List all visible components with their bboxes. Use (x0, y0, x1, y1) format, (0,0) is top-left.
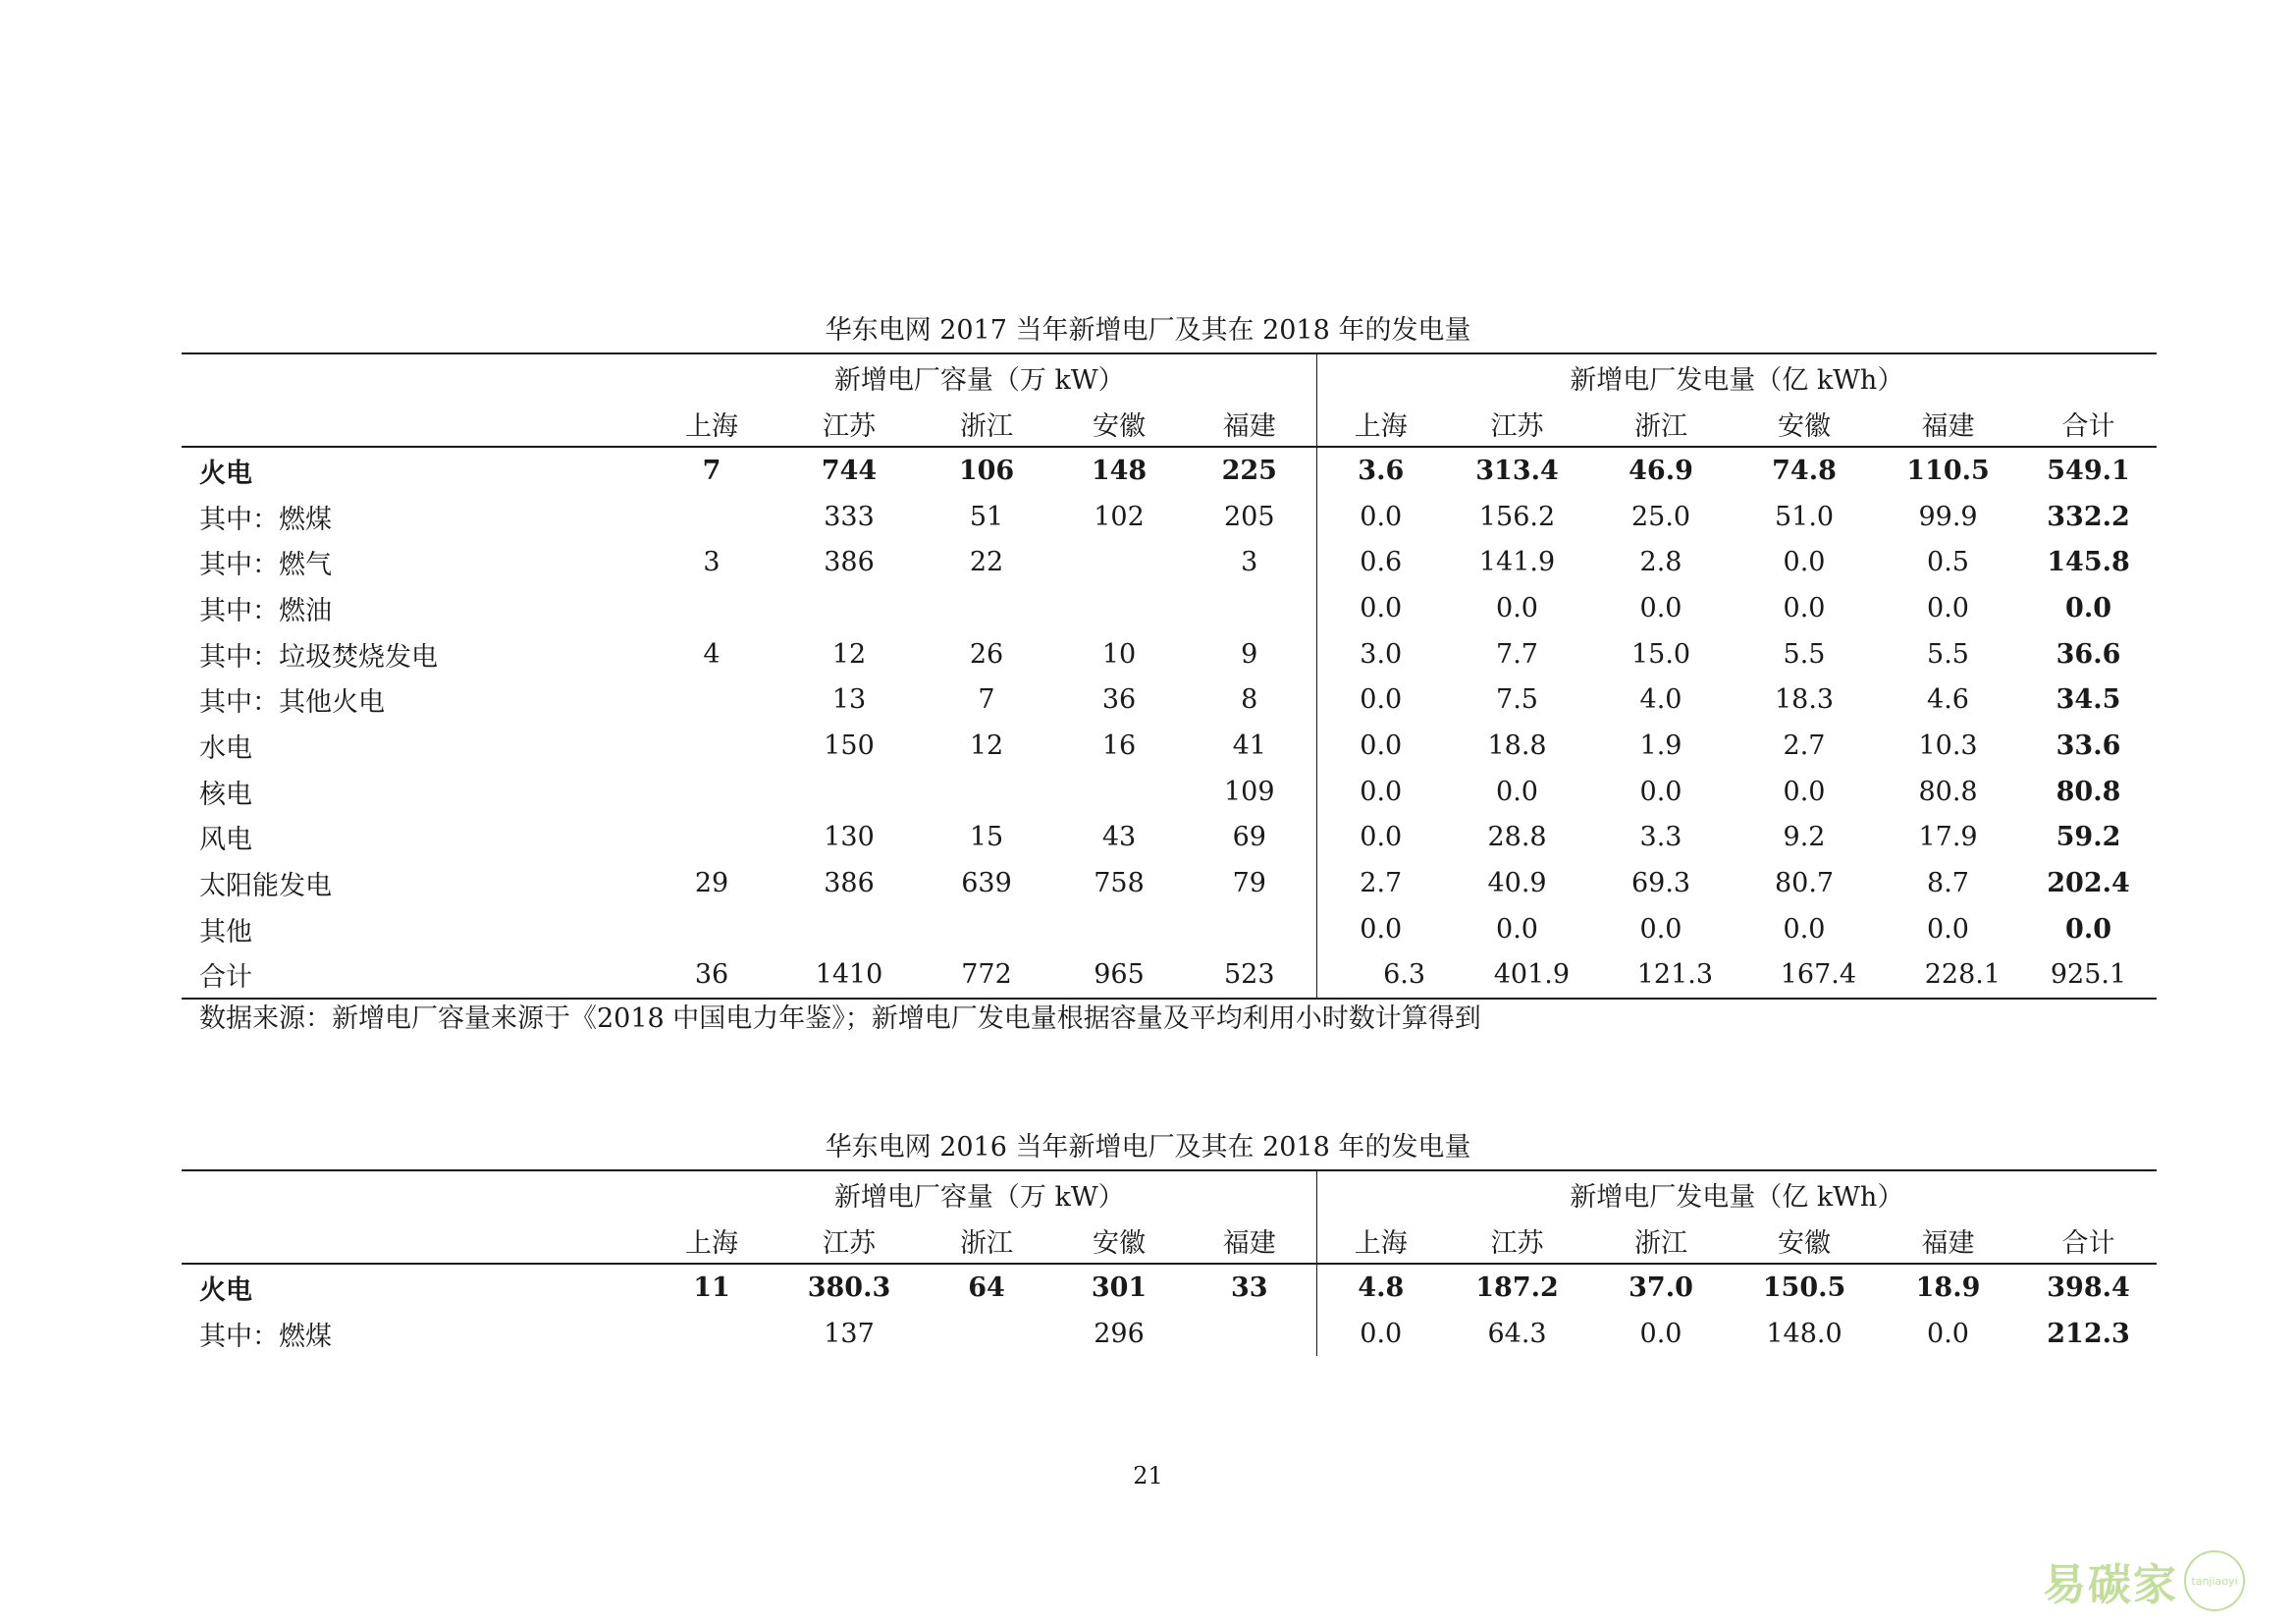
capacity-cell: 13 (831, 684, 867, 716)
capacity-cell: 225 (1221, 455, 1277, 486)
table1-group-header-row (182, 353, 2157, 401)
generation-cell: 18.3 (1774, 684, 1835, 716)
table2 (182, 1169, 2157, 1356)
row-label: 其中：燃煤 (199, 504, 332, 535)
row-label: 其中：燃煤 (199, 1321, 332, 1352)
capacity-cell: 109 (1223, 776, 1275, 807)
generation-cell: 0.0 (1316, 815, 1445, 861)
generation-cell: 0.0 (1316, 1311, 1445, 1357)
col-header: 合计 (2020, 401, 2157, 447)
generation-cell: 0.0 (1639, 776, 1682, 807)
capacity-cell: 9 (1241, 638, 1258, 670)
col-header: 浙江 (918, 1218, 1055, 1264)
col-header: 浙江 (1589, 401, 1733, 447)
generation-total-cell: 36.6 (2056, 638, 2121, 670)
col-header: 上海 (1316, 401, 1445, 447)
capacity-cell (643, 906, 780, 952)
table-row (182, 952, 2157, 1000)
capacity-cell: 386 (824, 868, 875, 899)
capacity-cell: 205 (1223, 501, 1275, 532)
table-row (182, 585, 2157, 631)
capacity-cell: 130 (824, 822, 875, 853)
generation-total-cell: 925.1 (2020, 952, 2157, 1000)
table-row (182, 906, 2157, 952)
capacity-cell (780, 769, 918, 815)
generation-cell: 80.7 (1774, 868, 1835, 899)
table1-title: 华东电网 2017 当年新增电厂及其在 2018 年的发电量 (825, 315, 1471, 346)
col-header: 浙江 (918, 401, 1055, 447)
col-header: 上海 (643, 401, 780, 447)
capacity-cell: 12 (831, 638, 867, 670)
table1-body (182, 447, 2157, 999)
capacity-cell: 3 (1241, 547, 1258, 578)
row-label: 其中：垃圾焚烧发电 (199, 641, 438, 673)
col-header: 江苏 (780, 1218, 918, 1264)
capacity-cell: 64 (968, 1272, 1005, 1303)
generation-cell: 37.0 (1629, 1272, 1693, 1303)
generation-cell: 0.0 (1316, 677, 1445, 723)
table2-group-header-row (182, 1170, 2157, 1218)
row-label: 合计 (182, 952, 643, 1000)
capacity-cell: 106 (958, 455, 1015, 486)
generation-cell: 0.0 (1316, 723, 1445, 769)
table2-title: 华东电网 2016 当年新增电厂及其在 2018 年的发电量 (825, 1132, 1471, 1163)
capacity-cell (643, 585, 780, 631)
capacity-cell (643, 723, 780, 769)
generation-total-cell: 80.8 (2056, 776, 2121, 807)
generation-cell: 167.4 (1733, 952, 1876, 1000)
row-label: 其中：燃油 (199, 595, 332, 626)
table-row (182, 1311, 2157, 1357)
generation-cell: 3.3 (1639, 822, 1682, 853)
watermark-logo (2043, 1549, 2245, 1612)
col-header: 福建 (1876, 401, 2020, 447)
col-header: 安徽 (1055, 401, 1183, 447)
generation-cell: 4.0 (1639, 684, 1682, 716)
table1 (182, 352, 2157, 1000)
generation-cell: 1.9 (1639, 730, 1682, 761)
generation-cell: 6.3 (1316, 952, 1445, 1000)
capacity-cell: 11 (693, 1272, 730, 1303)
generation-cell: 2.7 (1783, 730, 1826, 761)
capacity-cell: 16 (1101, 730, 1137, 761)
capacity-cell: 380.3 (807, 1272, 891, 1303)
capacity-cell: 333 (824, 501, 875, 532)
generation-cell: 0.0 (1316, 906, 1445, 952)
generation-cell: 18.8 (1487, 730, 1547, 761)
table-row (182, 447, 2157, 494)
generation-cell: 148.0 (1766, 1318, 1842, 1349)
capacity-cell: 523 (1183, 952, 1316, 1000)
generation-cell: 25.0 (1630, 501, 1691, 532)
col-header: 福建 (1183, 401, 1316, 447)
table1-group-capacity: 新增电厂容量（万 kW） (643, 353, 1316, 401)
col-header: 浙江 (1589, 1218, 1733, 1264)
col-header: 江苏 (1445, 401, 1589, 447)
generation-cell: 3.6 (1316, 447, 1445, 494)
capacity-cell: 772 (918, 952, 1055, 1000)
capacity-cell (918, 1311, 1055, 1357)
generation-cell: 51.0 (1774, 501, 1835, 532)
table2-group-capacity: 新增电厂容量（万 kW） (643, 1170, 1316, 1218)
capacity-cell: 69 (1232, 822, 1266, 853)
col-header: 福建 (1183, 1218, 1316, 1264)
generation-cell: 0.0 (1639, 1318, 1682, 1349)
capacity-cell: 301 (1091, 1272, 1148, 1303)
capacity-cell: 137 (824, 1318, 875, 1349)
capacity-cell: 150 (824, 730, 875, 761)
capacity-cell (1183, 1311, 1316, 1357)
capacity-cell: 29 (694, 868, 729, 899)
generation-cell: 18.9 (1915, 1272, 1981, 1303)
capacity-cell (780, 906, 918, 952)
generation-cell: 7.7 (1496, 638, 1538, 670)
table-row (182, 677, 2157, 723)
col-header: 上海 (1316, 1218, 1445, 1264)
generation-cell: 156.2 (1478, 501, 1556, 532)
generation-cell: 150.5 (1762, 1272, 1846, 1303)
generation-total-cell: 145.8 (2047, 547, 2130, 578)
generation-cell: 7.5 (1496, 684, 1538, 716)
capacity-cell: 296 (1094, 1318, 1145, 1349)
generation-cell: 9.2 (1783, 822, 1826, 853)
generation-cell: 80.8 (1918, 776, 1978, 807)
generation-cell: 10.3 (1918, 730, 1978, 761)
generation-total-cell: 398.4 (2047, 1272, 2130, 1303)
generation-total-cell: 332.2 (2047, 501, 2130, 532)
capacity-cell: 43 (1101, 822, 1137, 853)
generation-cell: 4.8 (1316, 1264, 1445, 1311)
generation-cell: 0.0 (1927, 592, 1969, 623)
generation-cell: 401.9 (1445, 952, 1589, 1000)
table1-column-header-row (182, 401, 2157, 447)
generation-cell: 69.3 (1630, 868, 1691, 899)
col-header: 福建 (1876, 1218, 2020, 1264)
generation-cell: 0.0 (1927, 913, 1969, 945)
generation-cell: 0.0 (1316, 585, 1445, 631)
capacity-cell: 744 (821, 455, 878, 486)
generation-cell: 0.0 (1783, 776, 1826, 807)
capacity-cell: 148 (1091, 455, 1148, 486)
generation-total-cell: 33.6 (2056, 730, 2121, 761)
generation-cell: 5.5 (1783, 638, 1826, 670)
capacity-cell (1183, 585, 1316, 631)
generation-cell: 64.3 (1487, 1318, 1547, 1349)
row-label: 其中：燃气 (199, 550, 332, 581)
row-label: 水电 (199, 732, 252, 764)
capacity-cell: 41 (1232, 730, 1266, 761)
capacity-cell: 10 (1101, 638, 1137, 670)
capacity-cell (643, 677, 780, 723)
generation-cell: 46.9 (1629, 455, 1693, 486)
capacity-cell: 1410 (780, 952, 918, 1000)
generation-cell: 15.0 (1630, 638, 1691, 670)
table2-body (182, 1264, 2157, 1356)
generation-cell: 0.0 (1496, 913, 1538, 945)
generation-cell: 2.7 (1316, 860, 1445, 906)
capacity-cell: 36 (643, 952, 780, 1000)
capacity-cell: 7 (978, 684, 995, 716)
capacity-cell (918, 906, 1055, 952)
page-number: 21 (1133, 1462, 1163, 1489)
capacity-cell: 7 (702, 455, 721, 486)
capacity-cell (1055, 906, 1183, 952)
capacity-cell: 36 (1101, 684, 1137, 716)
generation-cell: 121.3 (1589, 952, 1733, 1000)
table-row (182, 631, 2157, 677)
generation-cell: 8.7 (1927, 868, 1969, 899)
generation-cell: 40.9 (1487, 868, 1547, 899)
capacity-cell (643, 1311, 780, 1357)
table-row (182, 1264, 2157, 1311)
generation-total-cell: 0.0 (2065, 592, 2112, 623)
capacity-cell: 33 (1230, 1272, 1268, 1303)
generation-cell: 0.0 (1783, 592, 1826, 623)
generation-cell: 5.5 (1927, 638, 1969, 670)
capacity-cell: 965 (1055, 952, 1183, 1000)
generation-cell: 17.9 (1918, 822, 1978, 853)
capacity-cell: 79 (1232, 868, 1266, 899)
generation-cell: 141.9 (1478, 547, 1556, 578)
table-row (182, 494, 2157, 540)
generation-cell: 0.0 (1783, 547, 1826, 578)
capacity-cell: 22 (969, 547, 1004, 578)
generation-total-cell: 549.1 (2047, 455, 2130, 486)
capacity-cell (1055, 539, 1183, 585)
capacity-cell (780, 585, 918, 631)
generation-cell: 0.6 (1316, 539, 1445, 585)
generation-cell: 0.0 (1639, 592, 1682, 623)
table2-column-header-row (182, 1218, 2157, 1264)
generation-cell: 0.5 (1927, 547, 1969, 578)
generation-total-cell: 0.0 (2065, 913, 2112, 945)
capacity-cell: 26 (969, 638, 1004, 670)
table2-group-generation: 新增电厂发电量（亿 kWh） (1316, 1170, 2157, 1218)
capacity-cell: 102 (1094, 501, 1145, 532)
generation-total-cell: 59.2 (2056, 822, 2121, 853)
col-header: 江苏 (780, 401, 918, 447)
generation-cell: 0.0 (1316, 494, 1445, 540)
capacity-cell (1055, 769, 1183, 815)
generation-cell: 228.1 (1876, 952, 2020, 1000)
row-label: 核电 (199, 779, 252, 810)
capacity-cell: 8 (1241, 684, 1258, 716)
table-row (182, 539, 2157, 585)
capacity-cell: 639 (961, 868, 1012, 899)
generation-cell: 110.5 (1906, 455, 1990, 486)
generation-cell: 2.8 (1639, 547, 1682, 578)
capacity-cell (1183, 906, 1316, 952)
generation-cell: 0.0 (1783, 913, 1826, 945)
generation-total-cell: 202.4 (2047, 868, 2130, 899)
capacity-cell: 12 (969, 730, 1004, 761)
row-label: 其中：其他火电 (199, 687, 385, 719)
generation-cell: 187.2 (1475, 1272, 1559, 1303)
col-header: 安徽 (1733, 401, 1876, 447)
capacity-cell (918, 769, 1055, 815)
capacity-cell: 15 (969, 822, 1004, 853)
generation-cell: 74.8 (1772, 455, 1837, 486)
generation-cell: 0.0 (1639, 913, 1682, 945)
row-label: 风电 (199, 825, 252, 856)
capacity-cell (1055, 585, 1183, 631)
capacity-cell (918, 585, 1055, 631)
row-label: 火电 (199, 458, 252, 489)
generation-cell: 28.8 (1487, 822, 1547, 853)
generation-total-cell: 212.3 (2047, 1318, 2130, 1349)
table-row (182, 815, 2157, 861)
table-row (182, 769, 2157, 815)
table-row (182, 723, 2157, 769)
table1-source-note: 数据来源：新增电厂容量来源于《2018 中国电力年鉴》；新增电厂发电量根据容量及平均利用小时数计算得到 (199, 1003, 1481, 1034)
watermark-text: 易碳家 (2043, 1560, 2178, 1610)
capacity-cell (643, 494, 780, 540)
generation-cell: 0.0 (1316, 769, 1445, 815)
capacity-cell: 51 (969, 501, 1004, 532)
capacity-cell (643, 769, 780, 815)
col-header: 江苏 (1445, 1218, 1589, 1264)
generation-cell: 313.4 (1475, 455, 1559, 486)
watermark-badge: tanjiaoyi (2184, 1550, 2245, 1611)
generation-cell: 4.6 (1927, 684, 1969, 716)
capacity-cell: 386 (824, 547, 875, 578)
row-label: 其他 (199, 916, 252, 947)
col-header: 安徽 (1733, 1218, 1876, 1264)
capacity-cell: 758 (1094, 868, 1145, 899)
generation-cell: 99.9 (1918, 501, 1978, 532)
row-label: 太阳能发电 (199, 871, 332, 902)
col-header: 安徽 (1055, 1218, 1183, 1264)
col-header: 上海 (643, 1218, 780, 1264)
capacity-cell (643, 815, 780, 861)
row-label: 火电 (199, 1274, 252, 1306)
generation-total-cell: 34.5 (2056, 684, 2121, 716)
generation-cell: 0.0 (1496, 776, 1538, 807)
col-header: 合计 (2020, 1218, 2157, 1264)
generation-cell: 0.0 (1496, 592, 1538, 623)
table1-group-generation: 新增电厂发电量（亿 kWh） (1316, 353, 2157, 401)
generation-cell: 0.0 (1927, 1318, 1969, 1349)
table-row (182, 860, 2157, 906)
generation-cell: 3.0 (1316, 631, 1445, 677)
capacity-cell: 3 (703, 547, 721, 578)
capacity-cell: 4 (703, 638, 721, 670)
